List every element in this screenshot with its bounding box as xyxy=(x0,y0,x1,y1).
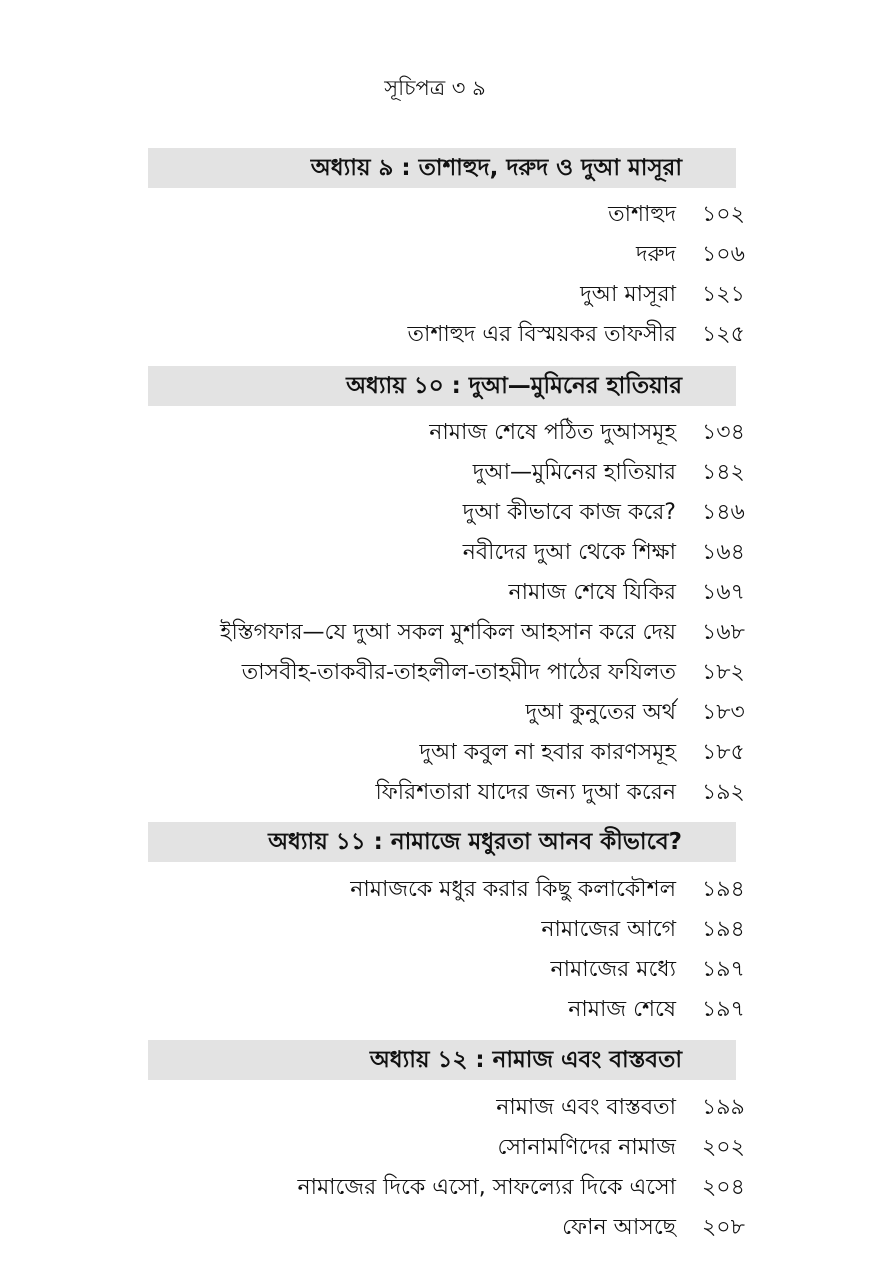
entry-page-number: ১৪৬ xyxy=(702,499,745,525)
toc-entry[interactable] xyxy=(148,736,745,770)
toc-entry[interactable] xyxy=(148,238,745,272)
entry-title: নামাজ এবং বাস্তবতা xyxy=(496,1094,676,1120)
entry-title: ইস্তিগফার—যে দুআ সকল মুশকিল আহসান করে দেয় xyxy=(220,619,676,645)
entry-title: নামাজের আগে xyxy=(541,916,676,942)
entry-title: ফিরিশতারা যাদের জন্য দুআ করেন xyxy=(375,779,676,805)
toc-entry[interactable] xyxy=(148,576,745,610)
toc-entry[interactable] xyxy=(148,913,745,947)
entry-page-number: ১৯৪ xyxy=(702,916,745,942)
chapter-heading: অধ্যায় ১১ : নামাজে মধুরতা আনব কীভাবে? xyxy=(148,822,736,862)
entry-title: সোনামণিদের নামাজ xyxy=(497,1134,676,1160)
entry-page-number: ১০২ xyxy=(702,201,745,227)
entry-title: দরুদ xyxy=(636,241,676,267)
entry-title: তাশাহুদ এর বিস্ময়কর তাফসীর xyxy=(407,321,676,347)
entry-page-number: ১৯৭ xyxy=(702,956,745,982)
entry-title: দুআ কীভাবে কাজ করে? xyxy=(462,499,676,525)
chapter-heading: অধ্যায় ১০ : দুআ—মুমিনের হাতিয়ার xyxy=(148,366,736,406)
entry-title: ফোন আসছে xyxy=(562,1214,676,1240)
toc-entry[interactable] xyxy=(148,496,745,530)
entry-title: নামাজকে মধুর করার কিছু কলাকৌশল xyxy=(350,876,676,902)
entry-page-number: ২০২ xyxy=(702,1134,745,1160)
entry-title: তাশাহুদ xyxy=(608,201,676,227)
entry-page-number: ১৬৮ xyxy=(702,619,745,645)
chapter-heading: অধ্যায় ১২ : নামাজ এবং বাস্তবতা xyxy=(148,1040,736,1080)
entry-page-number: ১৩৪ xyxy=(702,419,745,445)
toc-entry[interactable] xyxy=(148,656,745,690)
toc-entry[interactable] xyxy=(148,616,745,650)
toc-entry[interactable] xyxy=(148,993,745,1027)
entry-title: দুআ কবুল না হবার কারণসমূহ xyxy=(419,739,676,765)
toc-entry[interactable] xyxy=(148,456,745,490)
toc-entry[interactable] xyxy=(148,1171,745,1205)
entry-page-number: ১০৬ xyxy=(702,241,745,267)
entry-page-number: ২০৮ xyxy=(702,1214,745,1240)
toc-entry[interactable] xyxy=(148,1131,745,1165)
entry-page-number: ১৯৪ xyxy=(702,876,745,902)
entry-page-number: ১২১ xyxy=(702,281,745,307)
entry-title: তাসবীহ-তাকবীর-তাহলীল-তাহমীদ পাঠের ফযিলত xyxy=(241,659,676,685)
chapter-heading: অধ্যায় ৯ : তাশাহুদ, দরুদ ও দুআ মাসূরা xyxy=(148,148,736,188)
entry-page-number: ১৬৭ xyxy=(702,579,745,605)
toc-entry[interactable] xyxy=(148,1091,745,1125)
toc-entry[interactable] xyxy=(148,1211,745,1245)
entry-page-number: ১৯৯ xyxy=(702,1094,745,1120)
entry-title: নবীদের দুআ থেকে শিক্ষা xyxy=(462,539,676,565)
entry-page-number: ১৬৪ xyxy=(702,539,745,565)
entry-title: নামাজ শেষে পঠিত দুআসমূহ xyxy=(429,419,676,445)
entry-page-number: ১৮৫ xyxy=(702,739,745,765)
entry-title: দুআ কুনুতের অর্থ xyxy=(525,699,676,725)
entry-title: নামাজ শেষে xyxy=(568,996,676,1022)
entry-title: নামাজের দিকে এসো, সাফল্যের দিকে এসো xyxy=(297,1174,676,1200)
toc-entry[interactable] xyxy=(148,536,745,570)
running-head: সূচিপত্র ৩ ৯ xyxy=(384,76,486,100)
entry-title: নামাজের মধ্যে xyxy=(550,956,676,982)
toc-entry[interactable] xyxy=(148,696,745,730)
entry-page-number: ১৮২ xyxy=(702,659,745,685)
toc-entry[interactable] xyxy=(148,198,745,232)
entry-title: নামাজ শেষে যিকির xyxy=(508,579,676,605)
entry-page-number: ১৯২ xyxy=(702,779,745,805)
entry-title: দুআ—মুমিনের হাতিয়ার xyxy=(472,459,676,485)
toc-entry[interactable] xyxy=(148,953,745,987)
toc-entry[interactable] xyxy=(148,776,745,810)
entry-page-number: ১৮৩ xyxy=(702,699,745,725)
entry-title: দুআ মাসূরা xyxy=(580,281,676,307)
toc-entry[interactable] xyxy=(148,873,745,907)
toc-entry[interactable] xyxy=(148,416,745,450)
toc-entry[interactable] xyxy=(148,278,745,312)
entry-page-number: ১৯৭ xyxy=(702,996,745,1022)
entry-page-number: ২০৪ xyxy=(702,1174,745,1200)
toc-entry[interactable] xyxy=(148,318,745,352)
entry-page-number: ১২৫ xyxy=(702,321,745,347)
entry-page-number: ১৪২ xyxy=(702,459,745,485)
